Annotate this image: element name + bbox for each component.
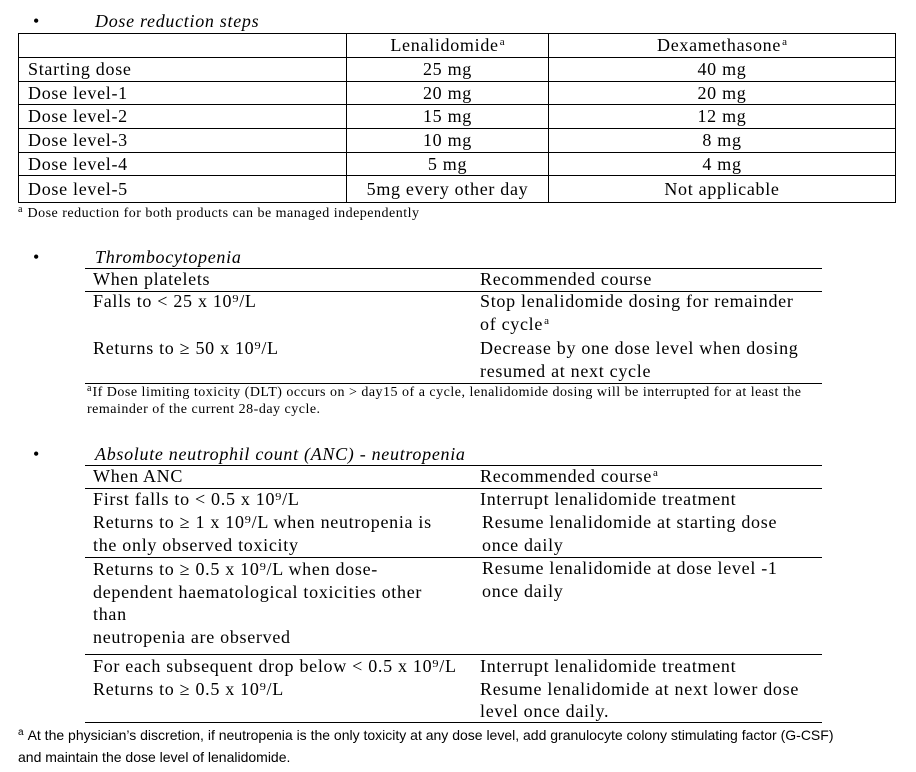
dexamethasone-dose-cell: Not applicable [549, 176, 895, 202]
condition-line: dependent haematological toxicities other [93, 581, 423, 602]
course-line: Stop lenalidomide dosing for remainder [480, 291, 794, 311]
lenalidomide-dose-cell: 25 mg [347, 58, 548, 81]
header-label: Lenalidomide [390, 35, 499, 55]
condition-line: First falls to < 0.5 x 10⁹/L [93, 489, 300, 509]
footnote-text: and maintain the dose level of lenalidomide. [18, 749, 291, 765]
condition-cell [93, 488, 432, 557]
course-line: Decrease by one dose level when dosing [480, 338, 799, 358]
footnote-marker: a [782, 36, 787, 48]
lenalidomide-dose-cell: 5mg every other day [347, 176, 548, 202]
bullet-dose-reduction: • [33, 11, 40, 31]
header-cell-dexamethasone [549, 34, 895, 57]
condition-line: Falls to < 25 x 10⁹/L [93, 291, 257, 311]
column-header-condition: When platelets [93, 269, 211, 289]
course-line: Interrupt lenalidomide treatment [480, 489, 737, 509]
dose-step-cell: Starting dose [19, 58, 346, 81]
footnote-marker: a [18, 727, 24, 738]
footnote-text: remainder of the current 28-day cycle. [87, 402, 321, 417]
course-cell [480, 655, 799, 723]
dexamethasone-dose-cell: 8 mg [549, 129, 895, 152]
footnote-marker: a [499, 36, 505, 48]
table-top-rule [85, 465, 822, 466]
column-header-course: Recommended course$^a$ [480, 466, 658, 486]
footnote-marker: a [653, 467, 658, 479]
table-bottom-rule [85, 722, 822, 723]
condition-line: Returns to ≥ 0.5 x 10⁹/L when dose- [93, 559, 378, 579]
dose-step-cell: Dose level-1 [19, 82, 346, 104]
course-line: once daily [482, 535, 564, 555]
course-line: once daily [482, 580, 564, 601]
course-line: Resume lenalidomide at dose level -1 [482, 558, 778, 578]
course-line: resumed at next cycle [480, 361, 652, 381]
course-cell [482, 557, 778, 602]
course-cell [480, 488, 777, 557]
footnote-thrombocytopenia [87, 384, 802, 418]
heading-neutropenia: Absolute neutrophil count (ANC) - neutropenia [95, 444, 466, 464]
condition-cell [93, 337, 279, 360]
lenalidomide-dose-cell: 10 mg [347, 129, 548, 152]
condition-line: For each subsequent drop below < 0.5 x 10⁹/L [93, 656, 457, 676]
lenalidomide-dose-cell: 5 mg [347, 153, 548, 175]
heading-thrombocytopenia: Thrombocytopenia [95, 247, 242, 267]
header-cell-lenalidomide [347, 34, 548, 57]
footnote-neutropenia [18, 724, 833, 768]
footnote-marker: a [18, 204, 23, 215]
condition-line: the only observed toxicity [93, 535, 299, 555]
course-line: Resume lenalidomide at next lower dose [480, 678, 800, 699]
dose-reduction-table [18, 33, 896, 203]
condition-line: Returns to ≥ 0.5 x 10⁹/L [93, 679, 284, 699]
lenalidomide-dose-cell: 20 mg [347, 82, 548, 104]
dose-step-cell: Dose level-5 [19, 176, 346, 202]
condition-line: Returns to ≥ 1 x 10⁹/L when neutropenia is [93, 512, 432, 532]
dose-step-cell: Dose level-4 [19, 153, 346, 175]
condition-line: than [93, 604, 127, 625]
dose-step-cell: Dose level-2 [19, 105, 346, 128]
course-line: Resume lenalidomide at starting dose [482, 512, 778, 532]
footnote-text: Dose reduction for both products can be managed independently [27, 206, 420, 221]
dexamethasone-dose-cell: 4 mg [549, 153, 895, 175]
course-line: of cycle$^a$ [480, 314, 549, 334]
dexamethasone-dose-cell: 12 mg [549, 105, 895, 128]
header-cell-blank [19, 34, 346, 57]
condition-cell [93, 558, 422, 649]
dexamethasone-dose-cell: 20 mg [549, 82, 895, 104]
column-header-condition: When ANC [93, 466, 184, 486]
condition-line: Returns to ≥ 50 x 10⁹/L [93, 338, 279, 358]
lenalidomide-dose-cell: 15 mg [347, 105, 548, 128]
bullet-neutropenia: • [33, 444, 40, 464]
dose-step-cell: Dose level-3 [19, 129, 346, 152]
header-label: Dexamethasone [657, 35, 782, 55]
condition-cell [93, 290, 257, 313]
column-header-course: Recommended course [480, 269, 653, 289]
dexamethasone-dose-cell: 40 mg [549, 58, 895, 81]
footnote-dose-reduction [18, 205, 420, 222]
footnote-text: At the physician’s discretion, if neutropenia is the only toxicity at any dose level, add granulocyte colony stimulating factor (G-CSF) [27, 727, 834, 743]
condition-line: neutropenia are observed [93, 627, 291, 648]
bullet-thrombocytopenia: • [33, 247, 40, 267]
course-line: Interrupt lenalidomide treatment [480, 656, 737, 676]
heading-dose-reduction: Dose reduction steps [95, 11, 260, 31]
footnote-marker: a [87, 383, 92, 394]
course-cell [480, 290, 794, 336]
footnote-text: If Dose limiting toxicity (DLT) occurs on > day15 of a cycle, lenalidomide dosing will be interrupted for at least the [92, 385, 802, 400]
course-cell [480, 337, 799, 383]
footnote-marker: a [544, 315, 549, 327]
course-line: level once daily. [480, 701, 610, 722]
condition-cell [93, 655, 457, 701]
